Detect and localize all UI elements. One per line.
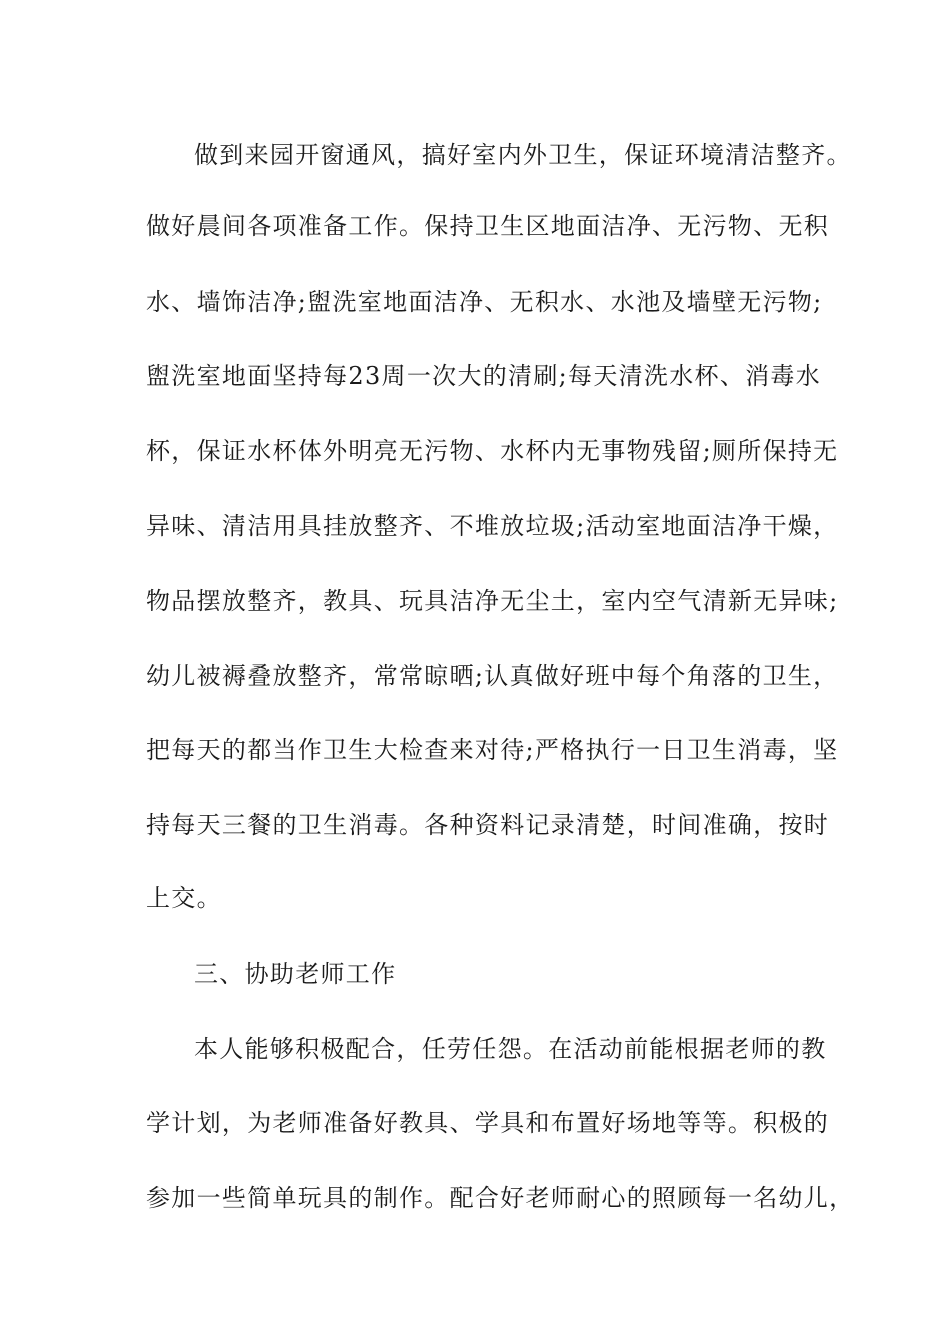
paragraph-line: 杯，保证水杯体外明亮无污物、水杯内无事物残留;厕所保持无 [146, 437, 839, 465]
paragraph-line: 幼儿被褥叠放整齐，常常晾晒;认真做好班中每个角落的卫生， [146, 662, 839, 690]
paragraph-line: 持每天三餐的卫生消毒。各种资料记录清楚，时间准确，按时 [146, 811, 830, 839]
paragraph-line: 水、墙饰洁净;盥洗室地面洁净、无积水、水池及墙壁无污物; [146, 288, 823, 316]
paragraph-line: 本人能够积极配合，任劳任怨。在活动前能根据老师的教 [194, 1035, 827, 1063]
section-heading: 三、协助老师工作 [194, 960, 397, 988]
paragraph-line: 上交。 [146, 884, 222, 912]
paragraph-line: 盥洗室地面坚持每23周一次大的清刷;每天清洗水杯、消毒水 [146, 362, 822, 390]
paragraph-line: 异味、清洁用具挂放整齐、不堆放垃圾;活动室地面洁净干燥， [146, 512, 839, 540]
paragraph-line: 参加一些简单玩具的制作。配合好老师耐心的照顾每一名幼儿， [146, 1184, 855, 1212]
paragraph-line: 学计划，为老师准备好教具、学具和布置好场地等等。积极的 [146, 1109, 830, 1137]
paragraph-line: 把每天的都当作卫生大检查来对待;严格执行一日卫生消毒，坚 [146, 736, 839, 764]
paragraph-line: 做好晨间各项准备工作。保持卫生区地面洁净、无污物、无积 [146, 212, 830, 240]
paragraph-line: 物品摆放整齐，教具、玩具洁净无尘土，室内空气清新无异味; [146, 587, 839, 615]
paragraph-line: 做到来园开窗通风，搞好室内外卫生，保证环境清洁整齐。 [194, 141, 852, 169]
